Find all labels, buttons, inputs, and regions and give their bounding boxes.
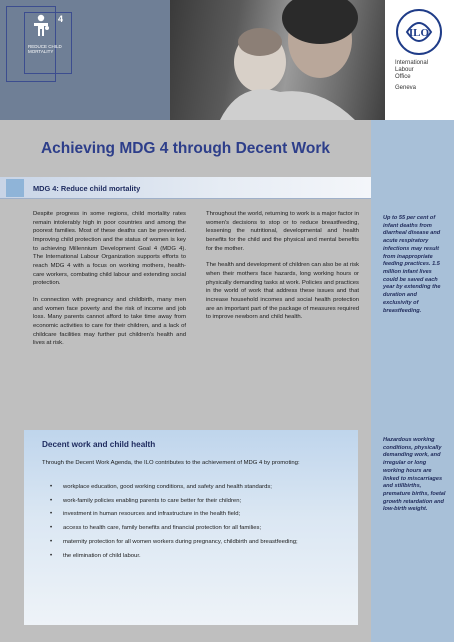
mother-and-baby-photo [170,0,385,120]
list-item-text: investment in human resources and infrastructure in the health field; [63,511,241,518]
mdg-caption: REDUCE CHILD MORTALITY [28,44,62,55]
bullet-icon: • [50,525,53,532]
bullet-icon: • [50,484,53,490]
list-item [42,497,348,506]
list-item [42,483,348,492]
list-item [42,552,348,561]
body-column-right [206,210,359,330]
header-mdg-panel [0,0,170,120]
list-item [42,524,348,533]
ilo-name [395,60,428,92]
body-column-left [33,210,186,356]
section-marker [6,179,24,197]
sidebar-note-breastfeeding: Up to 55 per cent of infant deaths from diarrheal disease and acute respiratory infections may result from inappropriate feeding practices. 1.5 million infant lives could be saved each year by extending the duration and exclusivity of breastfeeding. [383,215,441,314]
right-sidebar [371,120,454,642]
bullet-icon: • [50,538,53,545]
list-item-text: the elimination of child labour. [63,552,141,559]
ilo-name-line: Labour [395,67,414,74]
bullet-icon: • [50,497,53,504]
paragraph: The health and development of children can also be at risk when their mothers face hazards, long working hours or physically demanding tasks at work. Policies and practices in the world of work that address these issues and that increase household incomes and social health protection are an important part of the package of measures required to improve newborn and child health. [206,262,359,321]
svg-text:ILO: ILO [408,27,430,39]
mother-child-icon [30,14,52,40]
section-heading: MDG 4: Reduce child mortality [33,184,141,193]
ilo-logo-panel [385,0,454,120]
ilo-emblem-icon [395,8,443,56]
sidebar-note-hazards: Hazardous working conditions, physically demanding work, and irregular or long working hours are linked to miscarriages and stillbirths, premature births, foetal growth retardation and low-birth weight. [383,437,446,513]
page-title: Achieving MDG 4 through Decent Work [40,140,331,157]
list-item-text: maternity protection for all women workers during pregnancy, childbirth and breastfeeding; [63,538,298,545]
list-item-text: workplace education, good working conditions, and safety and health standards; [63,484,272,490]
decent-work-title: Decent work and child health [42,440,156,449]
paragraph: In connection with pregnancy and childbirth, many men and women face poverty and the risk of income and job loss. Many parents cannot afford to take time away from economic activities to care for their children, and a lack of childcare facilities may further put children's health and lives at risk. [33,297,186,347]
list-item [42,538,348,547]
ilo-name-line: Geneva [395,84,417,91]
mdg-number: 4 [58,14,64,24]
photo-illustration [170,0,385,120]
list-item [42,510,348,519]
paragraph: Despite progress in some regions, child mortality rates remain intolerably high in poor countries and among the poorest families. Most of these deaths can be prevented. Improving child protection and the status of women is key to achieving Millennium Development Goal 4 (MDG 4). The International Labour Organization supports efforts to reach MDG 4 with a focus on working mothers, health-care workers, combating child labour and extending social protection. [33,211,186,287]
list-item-text: work-family policies enabling parents to care better for their children; [63,497,242,504]
list-item-text: access to health care, family benefits and financial protection for all families; [63,525,262,532]
bullet-icon: • [50,552,53,559]
paragraph: Throughout the world, returning to work is a major factor in women's decisions to stop or to reduce breastfeeding, lessening the nutritional, developmental and health benefits for the child and the physical and mental benefits for the mother. [206,211,359,252]
bullet-icon: • [50,511,53,518]
ilo-name-line: International [395,60,429,66]
ilo-name-line: Office [395,74,411,81]
decent-work-list [42,483,348,565]
decent-work-intro: Through the Decent Work Agenda, the ILO contributes to the achievement of MDG 4 by promoting: [42,460,300,466]
